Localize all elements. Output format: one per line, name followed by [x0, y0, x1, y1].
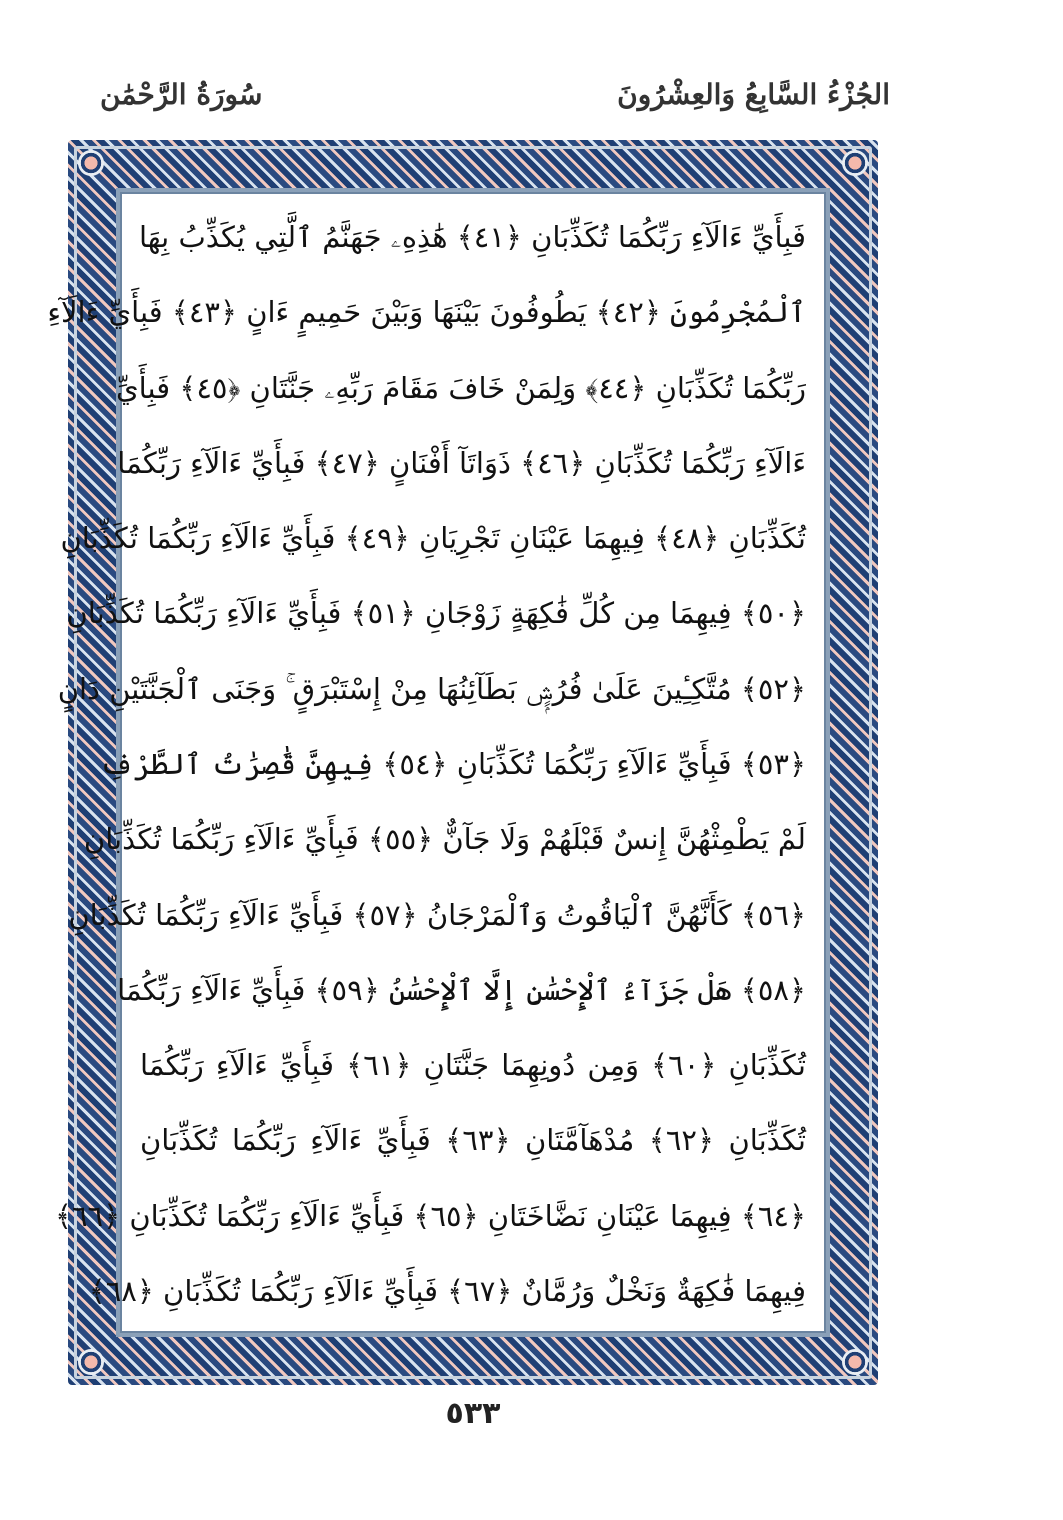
verse-line: ءَالَآءِ رَبِّكُمَا تُكَذِّبَانِ ﴿٤٦﴾ ذَوَاتَآ أَفْنَانٍ ﴿٤٧﴾ فَبِأَيِّ ءَالَآءِ رَبِّكُمَا [117, 445, 806, 480]
verse-line: لَمْ يَطْمِثْهُنَّ إِنسٌ قَبْلَهُمْ وَلَا جَآنٌّ ﴿٥٥﴾ فَبِأَيِّ ءَالَآءِ رَبِّكُمَا تُكَذِّبَانِ [83, 822, 806, 857]
verse-line: ﴿٥٦﴾ كَأَنَّهُنَّ ٱلْيَاقُوتُ وَٱلْمَرْجَانُ ﴿٥٧﴾ فَبِأَيِّ ءَالَآءِ رَبِّكُمَا تُكَذِّبَانِ [68, 897, 806, 932]
verse-lines [47, 202, 807, 1327]
verse-line: ﴿٥٠﴾ فِيهِمَا مِن كُلِّ فَٰكِهَةٍ زَوْجَانِ ﴿٥١﴾ فَبِأَيِّ ءَالَآءِ رَبِّكُمَا تُكَذِّبَانِ [66, 596, 806, 631]
corner-rosette-icon [78, 150, 104, 176]
verse-line: ﴿٦٤﴾ فِيهِمَا عَيْنَانِ نَضَّاخَتَانِ ﴿٦٥﴾ فَبِأَيِّ ءَالَآءِ رَبِّكُمَا تُكَذِّبَانِ ﴿٦٦﴾ [54, 1198, 806, 1233]
page-number: ٥٣٣ [445, 1396, 501, 1431]
verse-line: ٱلْمُجْرِمُونَ ﴿٤٢﴾ يَطُوفُونَ بَيْنَهَا وَبَيْنَ حَمِيمٍ ءَانٍ ﴿٤٣﴾ فَبِأَيِّ ءَالَآءِ [47, 295, 806, 330]
verse-line: فِيهِمَا فَٰكِهَةٌ وَنَخْلٌ وَرُمَّانٌ ﴿٦٧﴾ فَبِأَيِّ ءَالَآءِ رَبِّكُمَا تُكَذِّبَانِ ﴿٦٨﴾ [88, 1273, 806, 1308]
verse-line: تُكَذِّبَانِ ﴿٦٢﴾ مُدْهَآمَّتَانِ ﴿٦٣﴾ فَبِأَيِّ ءَالَآءِ رَبِّكُمَا تُكَذِّبَانِ [140, 1123, 806, 1158]
corner-rosette-icon [78, 1349, 104, 1375]
page-header [100, 78, 890, 126]
verse-line: تُكَذِّبَانِ ﴿٤٨﴾ فِيهِمَا عَيْنَانِ تَجْرِيَانِ ﴿٤٩﴾ فَبِأَيِّ ءَالَآءِ رَبِّكُمَا تُكَذِّبَانِ [60, 521, 806, 556]
juz-title: الجُزْءُ السَّابِعُ وَالعِشْرُونَ [617, 78, 890, 111]
verse-line: تُكَذِّبَانِ ﴿٦٠﴾ وَمِن دُونِهِمَا جَنَّتَانِ ﴿٦١﴾ فَبِأَيِّ ءَالَآءِ رَبِّكُمَا [140, 1048, 807, 1083]
inner-frame [47, 188, 830, 1337]
corner-rosette-icon [842, 150, 868, 176]
verse-line: فَبِأَيِّ ءَالَآءِ رَبِّكُمَا تُكَذِّبَانِ ﴿٤١﴾ هَٰذِهِۦ جَهَنَّمُ ٱلَّتِي يُكَذِّبُ بِهَا [138, 220, 806, 254]
ornamental-border [47, 140, 878, 1385]
corner-rosette-icon [842, 1349, 868, 1375]
verse-line: ﴿٥٣﴾ فَبِأَيِّ ءَالَآءِ رَبِّكُمَا تُكَذِّبَانِ ﴿٥٤﴾ فِيهِنَّ قَٰصِرَٰتُ ٱلطَّرْفِ [99, 746, 806, 781]
text-panel [47, 192, 826, 1333]
verse-line: ﴿٥٨﴾ هَلْ جَزَآءُ ٱلْإِحْسَٰنِ إِلَّا ٱلْإِحْسَٰنُ ﴿٥٩﴾ فَبِأَيِّ ءَالَآءِ رَبِّكُمَا [117, 972, 806, 1007]
verse-line: ﴿٥٢﴾ مُتَّكِـِٔينَ عَلَىٰ فُرُشٍۭ بَطَآئِنُهَا مِنْ إِسْتَبْرَقٍ ۚ وَجَنَى ٱلْجَنَّتَيْنِ دَانٍ [57, 671, 806, 706]
surah-title: سُورَةُ الرَّحْمَٰن [100, 78, 263, 111]
verse-line: رَبِّكُمَا تُكَذِّبَانِ ﴿٤٤﴾ وَلِمَنْ خَافَ مَقَامَ رَبِّهِۦ جَنَّتَانِ ﴿٤٥﴾ فَبِأَيِّ [115, 370, 806, 405]
